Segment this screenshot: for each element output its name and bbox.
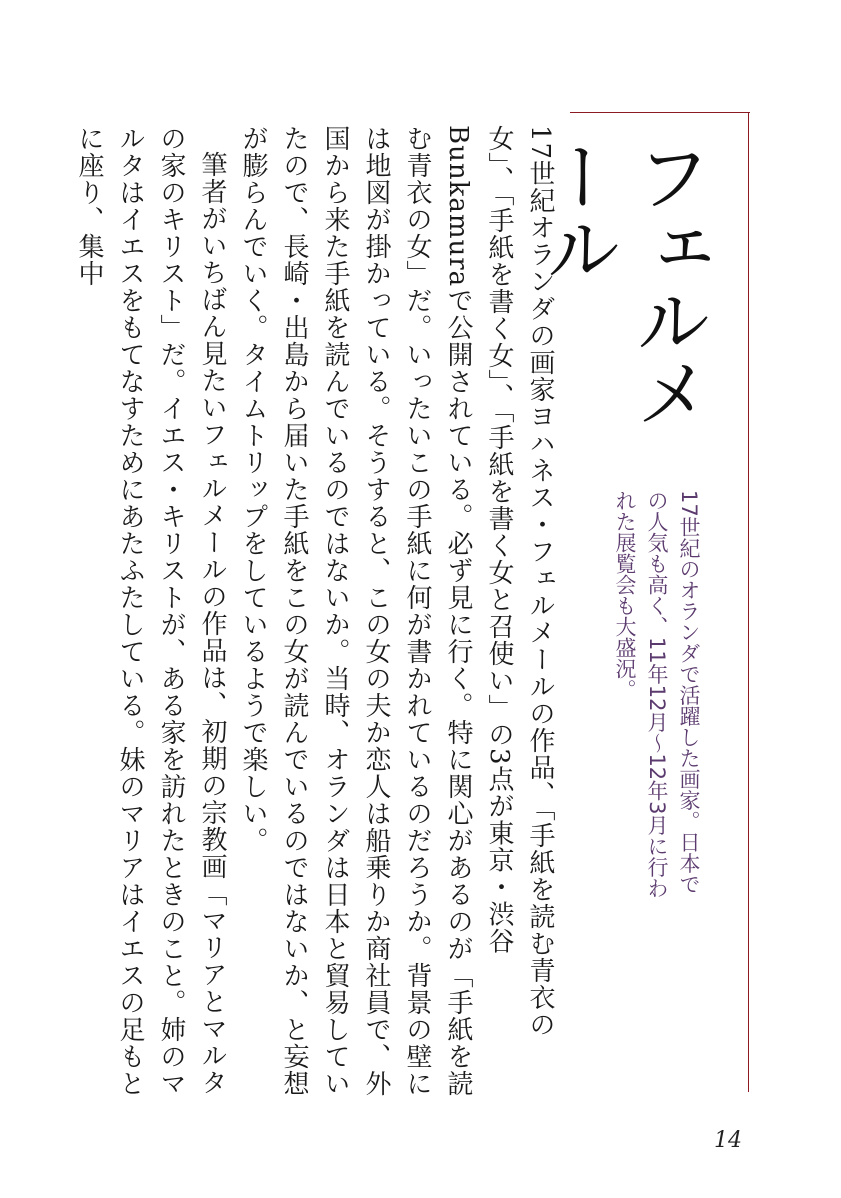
page-title: フェルメール [533,138,712,426]
title-caption: 17世紀のオランダで活躍した画家。日本での人気も高く、11年12月～12年3月に行われた展覧会も大盛況。 [613,490,701,899]
title-frame-top-line [570,112,750,113]
title-frame-right-line [748,112,749,1092]
page-number: 14 [714,1128,742,1153]
body-text [74,125,560,1105]
paragraph-2: 筆者がいちばん見たいフェルメールの作品は、初期の宗教画「マリアとマルタの家のキリスト」だ。イエス・キリストが、ある家を訪れたときのこと。姉のマルタはイエスをもてなすためにあたふたしている。妹のマリアはイエスの足もとに座り、集中 [74,125,227,1097]
paragraph-1: 17世紀オランダの画家ヨハネス・フェルメールの作品、「手紙を読む青衣の女」、「手紙を書く女」、「手紙を書く女と召使い」の3点が東京・渋谷Bunkamuraで公開されている。必ず見に行く。特に関心があるのが「手紙を読む青衣の女」だ。いったいこの手紙に何が書かれているのだろうか。背景の壁には地図が掛かっている。そうすると、この女の夫か恋人は船乗りか商社員で、外国から来た手紙を読んでいるのではないか。当時、オランダは日本と貿易していたので、長崎・出島から届いた手紙をこの女が読んでいるのではないか、と妄想が膨らんでいく。タイムトリップをしているようで楽しい。 [238,125,555,1098]
